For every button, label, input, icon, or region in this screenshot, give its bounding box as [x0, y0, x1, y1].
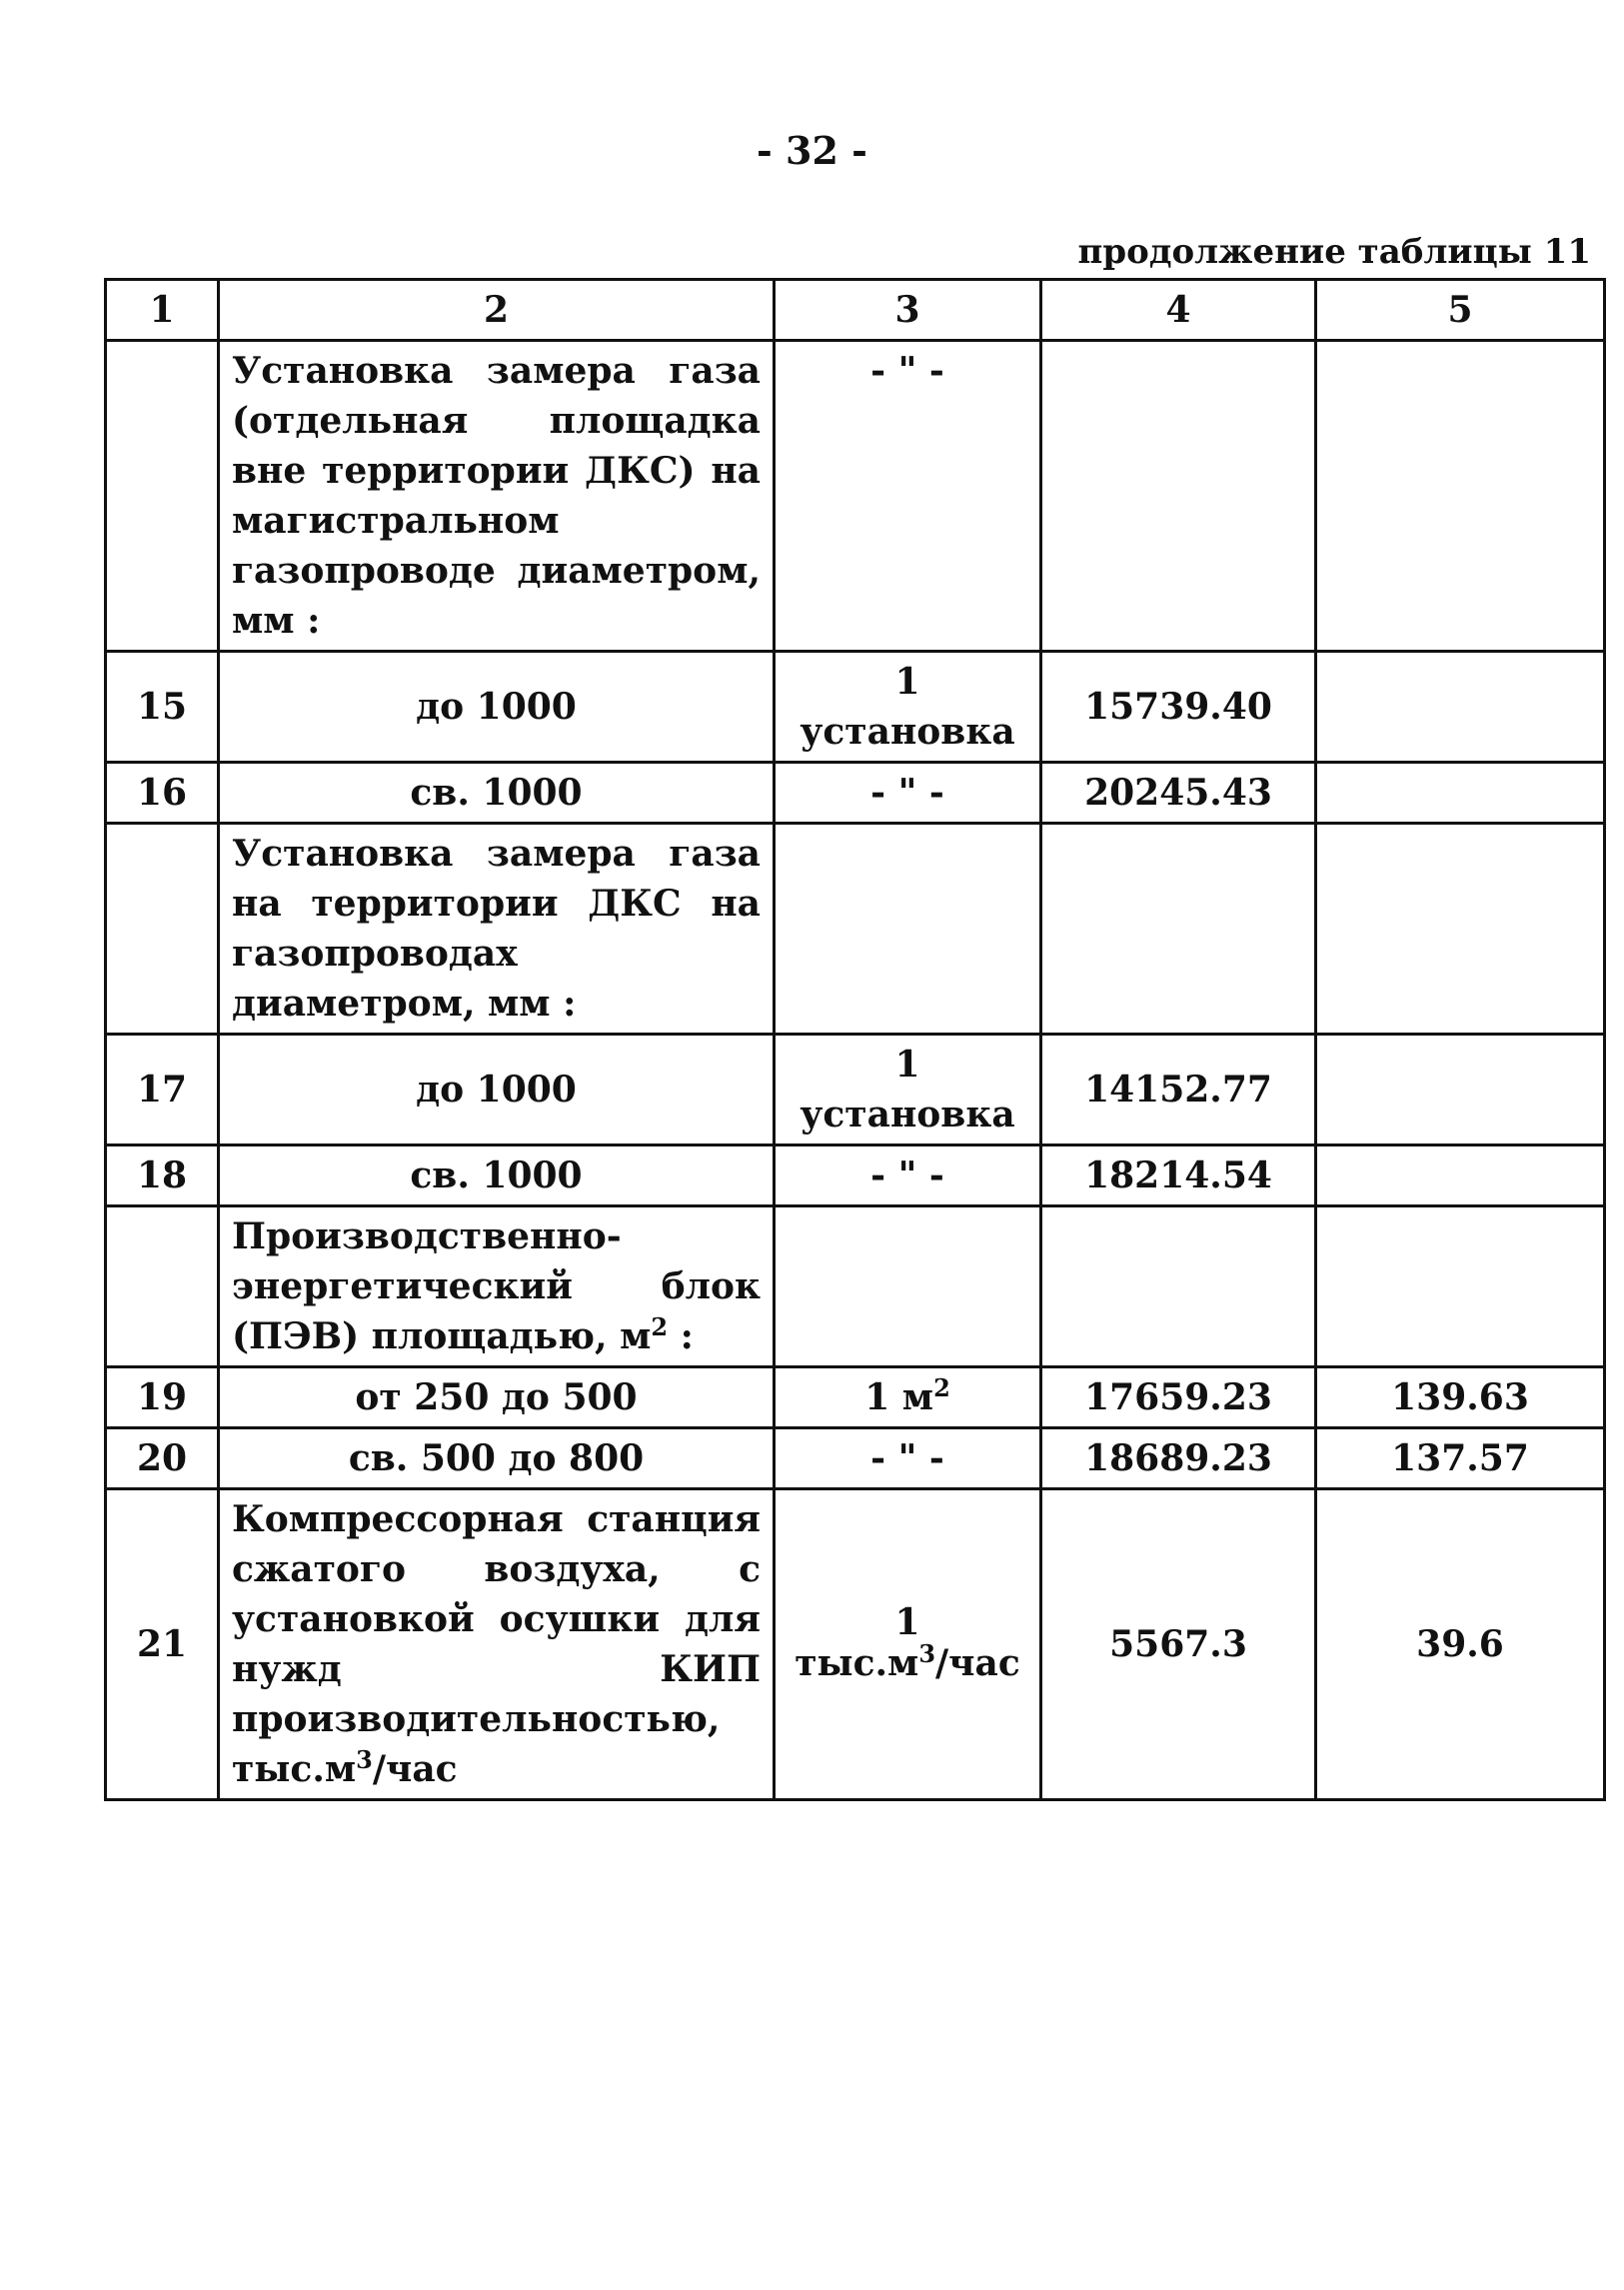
table-row — [106, 1035, 1605, 1145]
value-cell: 17659.23 — [1041, 1367, 1316, 1428]
column-header: 3 — [775, 280, 1041, 341]
value-cell — [1041, 824, 1316, 1035]
row-number-cell — [106, 341, 219, 652]
unit-quantity: 1 — [894, 1601, 920, 1643]
data-table — [104, 278, 1606, 1801]
value-cell: 15739.40 — [1041, 652, 1316, 763]
description-cell: Установка замера газа на территории ДКС на газопроводах диаметром, мм : — [219, 824, 775, 1035]
description-tail: : — [668, 1315, 694, 1357]
value-cell — [1041, 341, 1316, 652]
table-row — [106, 1145, 1605, 1206]
row-number-cell: 16 — [106, 763, 219, 824]
column-header: 2 — [219, 280, 775, 341]
table-header-row — [106, 280, 1605, 341]
unit-text: тыс.м — [795, 1642, 919, 1684]
unit-cell: - " - — [775, 1428, 1041, 1489]
value-cell: 39.6 — [1316, 1489, 1605, 1800]
value-cell — [1316, 763, 1605, 824]
table-row — [106, 1489, 1605, 1800]
unit-cell: - " - — [775, 341, 1041, 652]
column-header: 1 — [106, 280, 219, 341]
row-number-cell: 18 — [106, 1145, 219, 1206]
unit-cell: - " - — [775, 763, 1041, 824]
table-row — [106, 824, 1605, 1035]
table-row — [106, 1206, 1605, 1367]
superscript: 3 — [918, 1639, 936, 1668]
row-number-cell: 17 — [106, 1035, 219, 1145]
value-cell: 5567.3 — [1041, 1489, 1316, 1800]
row-number-cell — [106, 1206, 219, 1367]
unit-cell — [775, 824, 1041, 1035]
value-cell — [1041, 1206, 1316, 1367]
value-cell — [1316, 652, 1605, 763]
table-continuation-label: продолжение таблицы 11 — [1077, 232, 1591, 272]
column-header: 5 — [1316, 280, 1605, 341]
row-number-cell: 20 — [106, 1428, 219, 1489]
description-cell: от 250 до 500 — [219, 1367, 775, 1428]
description-text: Компрессорная станция сжатого воздуха, с установкой осушки для нужд КИП производительностью, тыс.м — [232, 1498, 761, 1790]
superscript: 3 — [356, 1745, 373, 1774]
unit-cell — [775, 1206, 1041, 1367]
value-cell: 20245.43 — [1041, 763, 1316, 824]
row-number-cell: 21 — [106, 1489, 219, 1800]
superscript: 2 — [933, 1373, 950, 1402]
unit-cell: - " - — [775, 1145, 1041, 1206]
value-cell — [1316, 1145, 1605, 1206]
row-number-cell: 15 — [106, 652, 219, 763]
superscript: 2 — [651, 1312, 669, 1341]
description-cell: до 1000 — [219, 652, 775, 763]
description-cell: св. 1000 — [219, 763, 775, 824]
unit-line — [788, 1641, 1027, 1685]
unit-tail: /час — [935, 1642, 1020, 1684]
unit-cell: 1 установка — [775, 652, 1041, 763]
page-number: - 32 - — [757, 128, 867, 173]
description-cell: Установка замера газа (отдельная площадка вне территории ДКС) на магистральном газопроводе диаметром, мм : — [219, 341, 775, 652]
unit-text: 1 м — [864, 1376, 934, 1418]
description-cell: св. 1000 — [219, 1145, 775, 1206]
table-row — [106, 1367, 1605, 1428]
table-row — [106, 763, 1605, 824]
description-text: Производственно-энергетический блок (ПЭВ) площадью, м — [232, 1215, 761, 1357]
description-cell — [219, 1489, 775, 1800]
table-row — [106, 1428, 1605, 1489]
description-cell — [219, 1206, 775, 1367]
description-tail: /час — [372, 1748, 458, 1790]
unit-cell — [775, 1489, 1041, 1800]
unit-cell — [775, 1367, 1041, 1428]
row-number-cell: 19 — [106, 1367, 219, 1428]
description-cell: до 1000 — [219, 1035, 775, 1145]
value-cell — [1316, 341, 1605, 652]
row-number-cell — [106, 824, 219, 1035]
value-cell — [1316, 824, 1605, 1035]
value-cell: 18689.23 — [1041, 1428, 1316, 1489]
description-cell: св. 500 до 800 — [219, 1428, 775, 1489]
value-cell: 139.63 — [1316, 1367, 1605, 1428]
table-row — [106, 652, 1605, 763]
value-cell: 14152.77 — [1041, 1035, 1316, 1145]
value-cell: 137.57 — [1316, 1428, 1605, 1489]
value-cell: 18214.54 — [1041, 1145, 1316, 1206]
value-cell — [1316, 1035, 1605, 1145]
column-header: 4 — [1041, 280, 1316, 341]
value-cell — [1316, 1206, 1605, 1367]
unit-cell: 1 установка — [775, 1035, 1041, 1145]
table-row — [106, 341, 1605, 652]
